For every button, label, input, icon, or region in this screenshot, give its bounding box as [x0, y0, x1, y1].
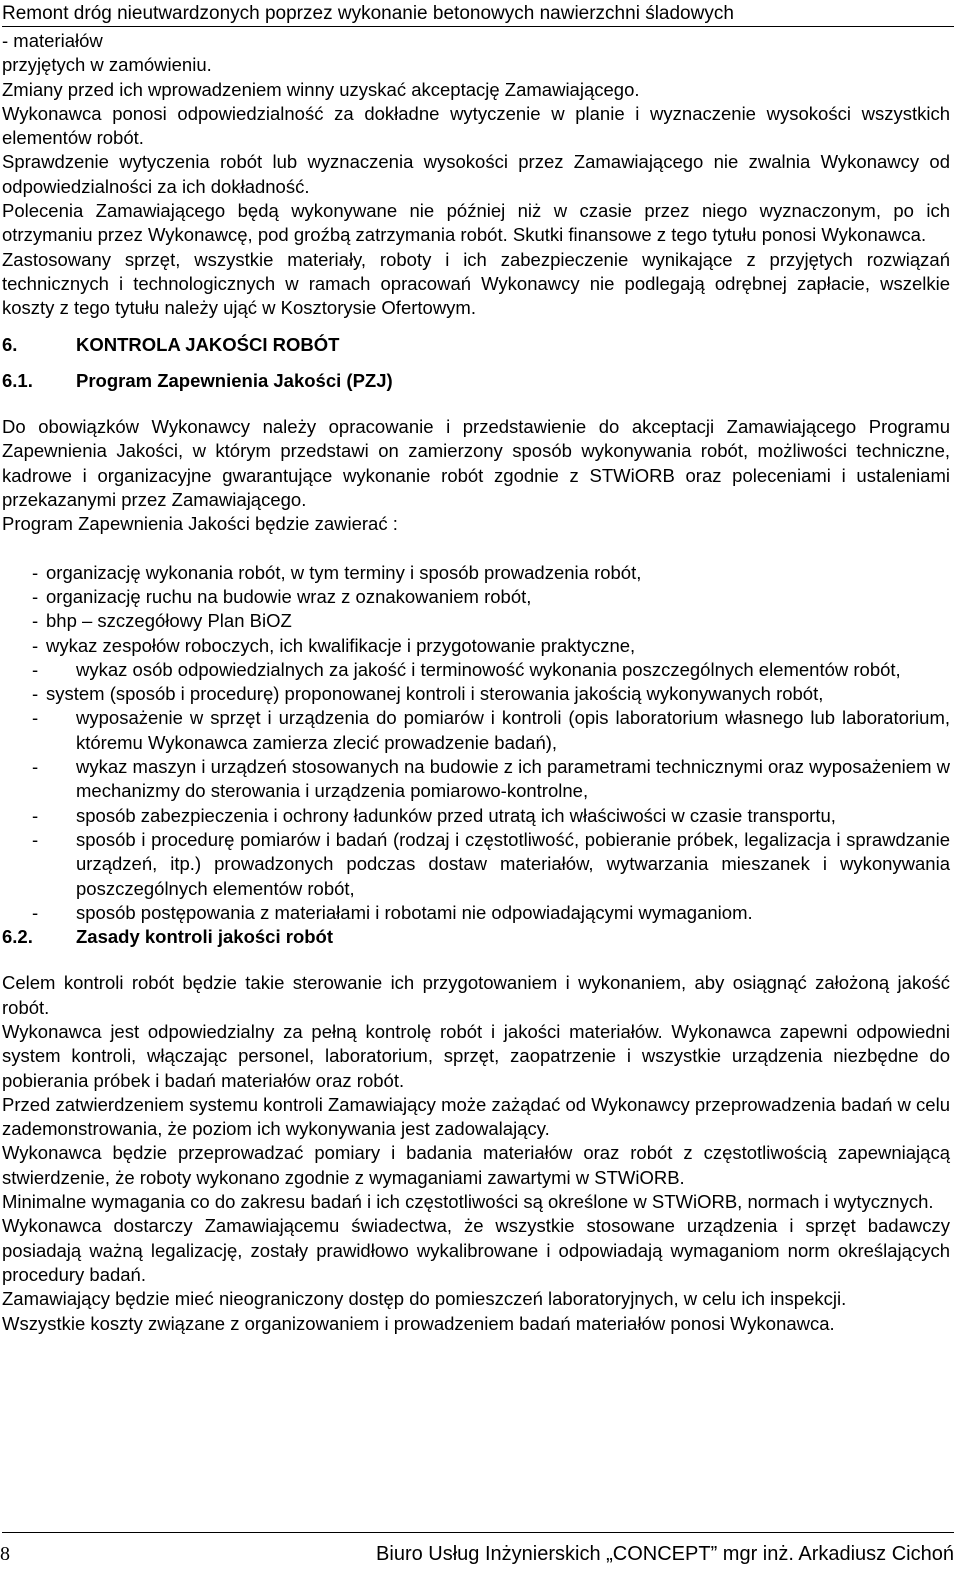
dash-bullet: -	[32, 804, 39, 826]
page-number: 8	[0, 1543, 10, 1565]
list-item: - organizację ruchu na budowie wraz z oznakowaniem robót,	[2, 585, 950, 609]
dash-bullet: -	[32, 634, 39, 656]
paragraph: Wykonawca ponosi odpowiedzialność za dokładne wytyczenie w planie i wyznaczenie wysokości wszystkich elementów robót.	[2, 102, 950, 149]
paragraph: Do obowiązków Wykonawcy należy opracowanie i przedstawienie do akceptacji Zamawiającego Programu Zapewnienia Jakości, w którym przedstawi on zamierzony sposób wykonywania robót, możliwości techniczne, kadrowe i organizacyjne gwarantujące wykonanie robót zgodnie z STWiORB oraz poleceniami i ustaleniami przekazanymi przez Zamawiającego.	[2, 416, 950, 511]
header-rule	[2, 26, 954, 27]
paragraph: Zamawiający będzie mieć nieograniczony dostęp do pomieszczeń laboratoryjnych, w celu ich inspekcji.	[2, 1288, 847, 1310]
paragraph: Celem kontroli robót będzie takie sterowanie ich przygotowaniem i wykonaniem, aby osiągnąć założoną jakość robót.	[2, 972, 950, 1018]
section-heading-6-2	[2, 925, 950, 949]
paragraph: Przed zatwierdzeniem systemu kontroli Zamawiający może zażądać od Wykonawcy przeprowadzenia badań w celu zademonstrowania, że poziom ich wykonywania jest zadowalający.	[2, 1093, 950, 1140]
running-header: Remont dróg nieutwardzonych poprzez wykonanie betonowych nawierzchni śladowych	[2, 3, 734, 24]
top-line-accepted: przyjętych w zamówieniu.	[2, 54, 212, 76]
dash-bullet: -	[32, 828, 39, 850]
paragraph: Wykonawca jest odpowiedzialny za pełną kontrolę robót i jakości materiałów. Wykonawca zapewni odpowiedni system kontroli, włączając personel, laboratorium, sprzęt, zaopatrzenie i wszystkie urządzenia niezbędne do pobierania próbek i badań materiałów oraz robót.	[2, 1020, 950, 1091]
top-line-materials: - materiałów	[2, 30, 103, 51]
dash-bullet: -	[32, 683, 39, 705]
section-heading-6	[2, 333, 950, 357]
section-number: 6.	[2, 333, 18, 355]
section-heading-6-1	[2, 369, 950, 393]
list-item: - organizację wykonania robót, w tym terminy i sposób prowadzenia robót,	[2, 561, 950, 585]
section-title: Zasady kontroli jakości robót	[76, 926, 334, 948]
paragraph: Wykonawca dostarczy Zamawiającemu świadectwa, że wszystkie stosowane urządzenia i sprzęt badawczy posiadają ważną legalizację, zostały prawidłowo wykalibrowane i odpowiadają wymaganiom norm określających procedury badań.	[2, 1215, 950, 1285]
dash-bullet: -	[32, 658, 39, 680]
list-item: - wykaz maszyn i urządzeń stosowanych na budowie z ich parametrami technicznymi oraz wyposażeniem w mechanizmy do sterowania i urządzenia pomiarowo-kontrolne,	[2, 755, 950, 804]
paragraph: Polecenia Zamawiającego będą wykonywane nie później niż w czasie przez niego wyznaczonym, po ich otrzymaniu przez Wykonawcę, pod groźbą zatrzymania robót. Skutki finansowe z tego tytułu ponosi Wykonawca.	[2, 200, 950, 246]
dash-bullet: -	[32, 561, 39, 583]
dash-bullet: -	[32, 756, 39, 778]
paragraph: Sprawdzenie wytyczenia robót lub wyznaczenia wysokości przez Zamawiającego nie zwalnia Wykonawcy od odpowiedzialności za ich dokładność.	[2, 151, 950, 197]
section-title: KONTROLA JAKOŚCI ROBÓT	[76, 333, 340, 355]
paragraph: Wszystkie koszty związane z organizowaniem i prowadzeniem badań materiałów ponosi Wykonawca.	[2, 1312, 835, 1334]
section-number: 6.1.	[2, 369, 33, 391]
dash-bullet: -	[32, 585, 39, 607]
list-item: - bhp – szczegółowy Plan BiOZ	[2, 609, 950, 633]
pzj-list	[2, 561, 950, 925]
list-item: - wykaz zespołów roboczych, ich kwalifikacje i przygotowanie praktyczne,	[2, 634, 950, 658]
paragraph: Zmiany przed ich wprowadzeniem winny uzyskać akceptację Zamawiającego.	[2, 78, 640, 100]
paragraph: Minimalne wymagania co do zakresu badań i ich częstotliwości są określone w STWiORB, normach i wytycznych.	[2, 1191, 934, 1213]
document-body	[2, 29, 950, 1336]
section-number: 6.2.	[2, 926, 33, 948]
dash-bullet: -	[32, 707, 39, 729]
list-item: - sposób i procedurę pomiarów i badań (rodzaj i częstotliwość, pobieranie próbek, legalizacja i sprawdzanie urządzeń, itp.) prowadzonych podczas dostaw materiałów, wytwarzania mieszanek i wykonywania poszczególnych elementów robót,	[2, 828, 950, 901]
section-title: Program Zapewnienia Jakości (PZJ)	[76, 369, 393, 391]
list-item: - wyposażenie w sprzęt i urządzenia do pomiarów i kontroli (opis laboratorium własnego lub laboratorium, któremu Wykonawca zamierza zlecić prowadzenie badań),	[2, 706, 950, 755]
list-item: - wykaz osób odpowiedzialnych za jakość i terminowość wykonania poszczególnych elementów robót,	[2, 658, 950, 682]
dash-bullet: -	[32, 610, 39, 632]
list-item: - system (sposób i procedurę) proponowanej kontroli i sterowania jakością wykonywanych robót,	[2, 682, 950, 706]
list-item: - sposób zabezpieczenia i ochrony ładunków przed utratą ich właściwości w czasie transportu,	[2, 804, 950, 828]
dash-bullet: -	[32, 901, 39, 923]
paragraph: Wykonawca będzie przeprowadzać pomiary i badania materiałów oraz robót z częstotliwością zapewniającą stwierdzenie, że roboty wykonano zgodnie z wymaganiami zawartymi w STWiORB.	[2, 1142, 950, 1188]
footer-rule	[2, 1532, 954, 1533]
list-lead: Program Zapewnienia Jakości będzie zawierać :	[2, 513, 398, 535]
spacer	[2, 537, 950, 561]
footer-company: Biuro Usług Inżynierskich „CONCEPT” mgr inż. Arkadiusz Cichoń	[376, 1543, 954, 1565]
paragraph: Zastosowany sprzęt, wszystkie materiały, roboty i ich zabezpieczenie wynikające z przyjętych rozwiązań technicznych i technologicznych w ramach opracowań Wykonawcy nie podlegają odrębnej zapłacie, wszelkie koszty z tego tytułu należy ująć w Kosztorysie Ofertowym.	[2, 248, 950, 319]
page-footer	[0, 1540, 958, 1568]
list-item: - sposób postępowania z materiałami i robotami nie odpowiadającymi wymaganiom.	[2, 901, 950, 925]
